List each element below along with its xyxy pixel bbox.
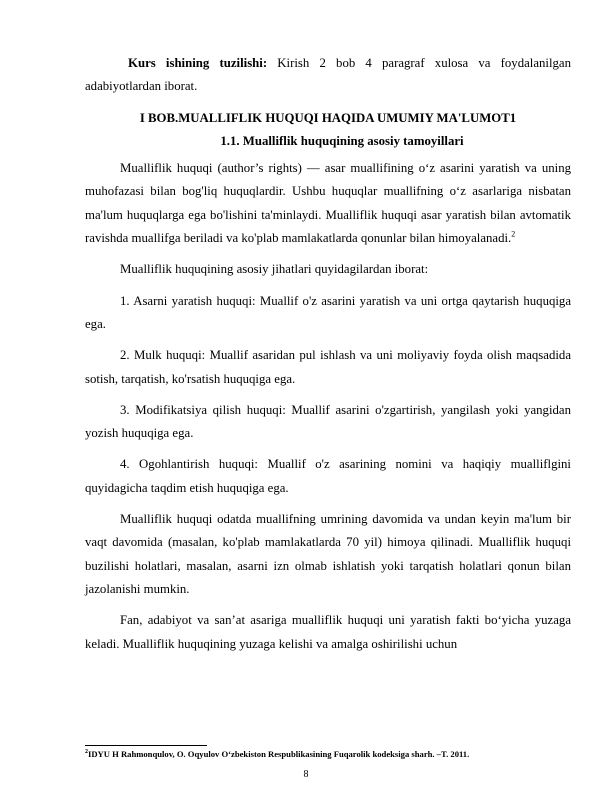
list-item: 2. Mulk huquqi: Muallif asaridan pul ishlash va uni moliyaviy foyda olish maqsadida sotish, tarqatish, ko'rsatish huquqiga ega. [85,348,571,386]
page-number: 8 [303,769,309,780]
document-page [85,52,571,656]
intro-label: Kurs ishining tuzilishi: [128,56,268,70]
body-paragraph: Mualliflik huquqi odatda muallifning umrining davomida va undan keyin ma'lum bir vaqt davomida (masalan, ko'plab mamlakatlarda 70 yil) himoya qilinadi. Mualliflik huquqi buzilishi holatlari, masalan, asarni izn olmab ishlatish yoki tarqatish holatlari qonun bilan jazolanishi mumkin. [85,512,571,596]
list-item: 1. Asarni yaratish huquqi: Muallif o'z asarini yaratish va uni ortga qaytarish huquqiga ega. [85,293,571,331]
footnote-marker: 2 [85,749,88,756]
footnote-ref[interactable]: 2 [511,229,516,239]
chapter-title: I BOB.MUALLIFLIK HUQUQI HAQIDA UMUMIY MA'LUMOT1 [139,110,517,125]
intro-text: Kirish 2 bob 4 paragraf xulosa va foydalanilgan adabiyotlardan iborat. [85,56,571,94]
footnote-divider [85,745,207,746]
footnote-text: IDYU H Rahmonqulov, O. Oqyulov O‘zbekiston Respublikasining Fuqarolik kodeksiga sharh. –T. 2011. [88,749,470,759]
body-paragraph: Mualliflik huquqining asosiy jihatlari quyidagilardan iborat: [120,262,429,277]
section-title: 1.1. Mualliflik huquqining asosiy tamoyillari [220,133,464,148]
intro-paragraph [85,52,571,99]
body-paragraph: Fan, adabiyot va san’at asariga mualliflik huquqi uni yaratish fakti bo‘yicha yuzaga keladi. Mualliflik huquqining yuzaga kelishi va amalga oshirilishi uchun [85,613,571,651]
footnote [85,748,469,760]
paragraph-text: Mualliflik huquqi (author’s rights) — asar muallifining o‘z asarini yaratish va uning muhofazasi bilan bog'liq huquqlardir. Ushbu huquqlar muallifning o‘z asarlariga nisbatan ma'lum huquqlarga ega bo'lishini ta'minlaydi. Mualliflik huquqi asar yaratish bilan avtomatik ravishda muallifga beriladi va ko'plab mamlakatlarda qonunlar bilan himoyalanadi. [85,161,571,246]
body-paragraph [85,157,571,250]
list-item: 3. Modifikatsiya qilish huquqi: Muallif asarini o'zgartirish, yangilash yoki yangidan yozish huquqiga ega. [85,402,571,441]
list-item: 4. Ogohlantirish huquqi: Muallif o'z asarining nomini va haqiqiy mualliflgini quyidagicha taqdim etish huquqiga ega. [85,457,571,495]
